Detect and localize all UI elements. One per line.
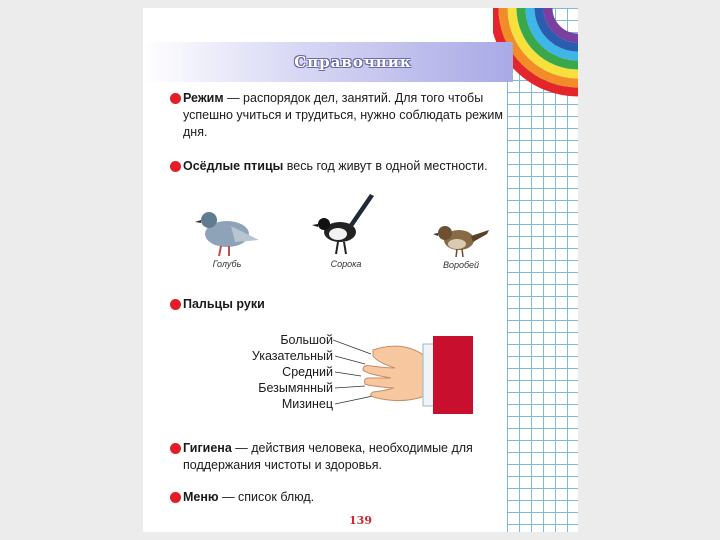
finger-label-thumb: Большой	[280, 333, 333, 347]
entry-fingers	[183, 296, 518, 313]
bird-label: Сорока	[330, 259, 362, 269]
definition: — список блюд.	[218, 490, 315, 504]
entry-birds	[183, 158, 518, 175]
pigeon-icon	[191, 204, 263, 259]
finger-label-index: Указательный	[251, 349, 333, 363]
term: Пальцы руки	[183, 297, 265, 311]
sparrow-icon	[429, 220, 493, 260]
bird-magpie	[306, 192, 386, 269]
magpie-icon	[310, 192, 382, 259]
definition: — действия человека, необходимые для поддержания чистоты и здоровья.	[183, 441, 473, 472]
bullet-icon	[170, 93, 181, 104]
definition: весь год живут в одной местности.	[283, 159, 488, 173]
bird-sparrow	[421, 220, 501, 270]
page-number: 139	[349, 514, 372, 527]
bullet-icon	[170, 161, 181, 172]
finger-labels	[223, 332, 333, 412]
finger-label-middle: Средний	[282, 365, 333, 379]
entry-gigiena	[183, 440, 518, 474]
term: Меню	[183, 490, 219, 504]
term: Режим	[183, 91, 224, 105]
bullet-icon	[170, 492, 181, 503]
page-title: Справочник	[294, 53, 412, 71]
bird-label: Воробей	[442, 260, 480, 270]
finger-label-ring: Безымянный	[258, 381, 333, 395]
bird-label: Голубь	[212, 259, 242, 269]
entry-menu	[183, 489, 518, 506]
finger-label-little: Мизинец	[281, 397, 333, 411]
bird-pigeon	[187, 204, 267, 269]
entry-rezhim	[183, 90, 518, 141]
term: Гигиена	[183, 441, 232, 455]
bullet-icon	[170, 299, 181, 310]
definition: — распорядок дел, занятий. Для того чтобы успешно учиться и трудиться, нужно соблюдать режим дня.	[183, 91, 503, 139]
bullet-icon	[170, 443, 181, 454]
hand-illustration	[333, 326, 473, 416]
term: Осёдлые птицы	[183, 159, 284, 173]
textbook-page	[143, 8, 578, 532]
